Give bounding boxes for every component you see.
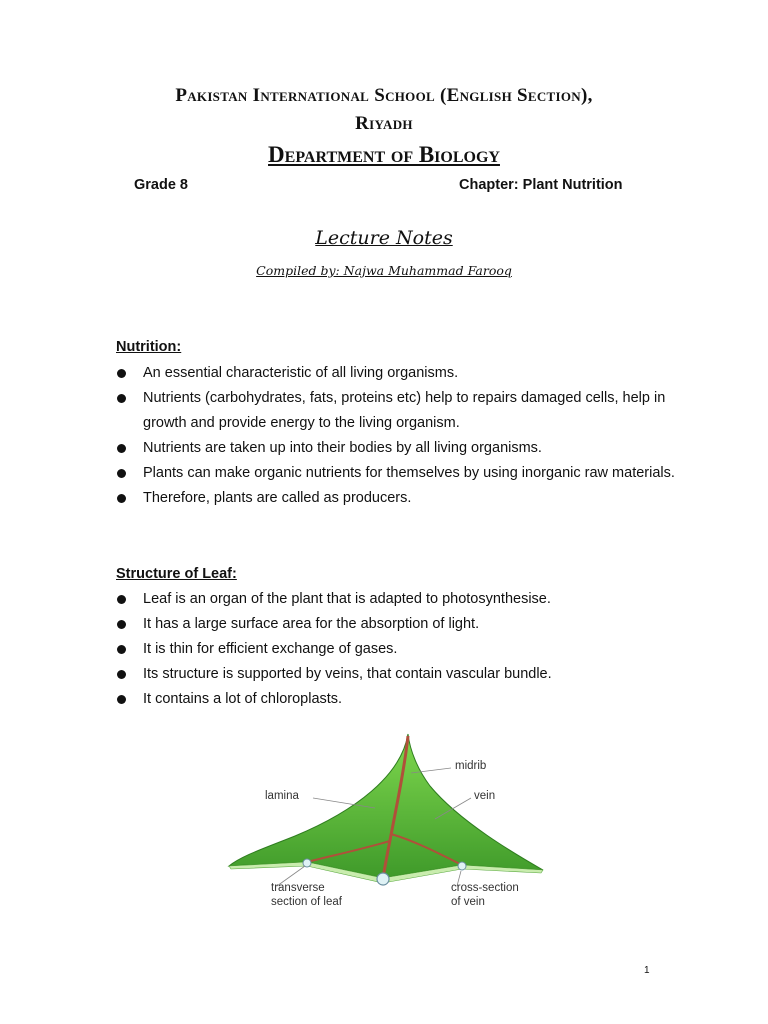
cross-section-label-line1: cross-section <box>451 882 519 894</box>
grade-label: Grade 8 <box>134 177 188 193</box>
nutrition-list <box>116 361 676 511</box>
vein-label: vein <box>474 790 496 802</box>
compiled-by-text: Compiled by: Najwa Muhammad Farooq <box>256 263 512 278</box>
list-item: It contains a lot of chloroplasts. <box>116 687 676 712</box>
compiled-by <box>0 263 768 278</box>
leaf-structure-list <box>116 587 676 712</box>
list-item: Therefore, plants are called as producers. <box>116 486 676 511</box>
vein-section-mid <box>377 873 389 885</box>
chapter-label: Chapter: Plant Nutrition <box>459 177 623 193</box>
list-item: Nutrients (carbohydrates, fats, proteins etc) help to repairs damaged cells, help in growth and provide energy to the living organism. <box>116 386 676 436</box>
transverse-label-line1: transverse <box>271 882 325 894</box>
lamina-label: lamina <box>265 790 299 802</box>
page-number: 1 <box>644 965 650 976</box>
list-item: Its structure is supported by veins, that contain vascular bundle. <box>116 662 676 687</box>
nutrition-heading: Nutrition: <box>116 339 182 355</box>
list-item: Nutrients are taken up into their bodies by all living organisms. <box>116 436 676 461</box>
school-name: Pakistan International School (English Section), <box>175 85 593 106</box>
transverse-label <box>271 881 342 909</box>
cross-section-label-line2: of vein <box>451 896 485 908</box>
department-text: Department of Biology <box>268 142 500 167</box>
leaf-diagram <box>225 726 545 921</box>
vein-section-left <box>303 859 311 867</box>
list-item: It has a large surface area for the absorption of light. <box>116 612 676 637</box>
cross-section-label <box>451 881 519 909</box>
list-item: An essential characteristic of all living organisms. <box>116 361 676 386</box>
lecture-title-text: Lecture Notes <box>315 227 453 249</box>
list-item: Plants can make organic nutrients for themselves by using inorganic raw materials. <box>116 461 676 486</box>
leaf-structure-heading: Structure of Leaf: <box>116 566 237 582</box>
list-item: It is thin for efficient exchange of gases. <box>116 637 676 662</box>
lecture-title <box>0 227 768 249</box>
list-item: Leaf is an organ of the plant that is adapted to photosynthesise. <box>116 587 676 612</box>
vein-section-right <box>458 862 466 870</box>
school-city: Riyadh <box>355 113 413 134</box>
transverse-label-line2: section of leaf <box>271 896 342 908</box>
midrib-label: midrib <box>455 760 487 772</box>
department-title <box>0 142 768 168</box>
